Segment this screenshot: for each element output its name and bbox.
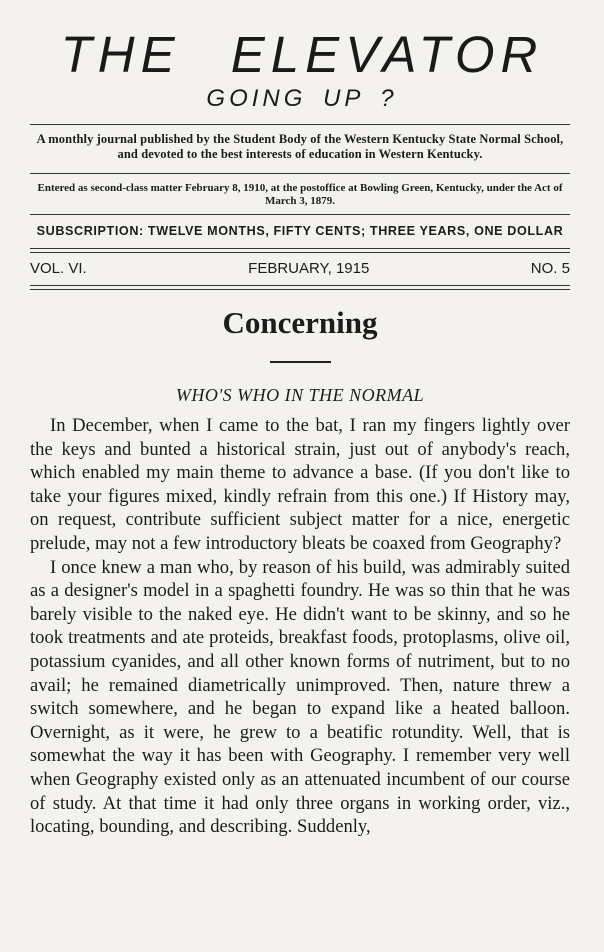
subscription-line: SUBSCRIPTION: TWELVE MONTHS, FIFTY CENTS; THREE YEARS, ONE DOLLAR <box>36 224 564 238</box>
publication-description: A monthly journal published by the Student Body of the Western Kentucky State Normal School, and devoted to the best interests of education in Western Kentucky. <box>36 132 564 161</box>
issue-info <box>30 259 570 279</box>
divider-rule <box>30 214 570 215</box>
masthead-subtitle: GOING UP ? <box>206 85 398 112</box>
masthead-title: THE ELEVATOR <box>60 26 544 83</box>
article-paragraph: I once knew a man who, by reason of his build, was admirably suited as a designer's model in a spaghetti foundry. He was so thin that he was barely visible to the naked eye. He didn't want to be skinny, and so he took treatments and ate proteids, breakfast foods, protoplasms, olive oil, potassium cyanides, and all other known forms of nutriment, but to no avail; he remained diametrically unimproved. Then, nature threw a switch somewhere, and he began to expand like a heated balloon. Overnight, as it were, he grew to a beatific rotundity. Well, that is somewhat the way it has been with Geography. I remember very well when Geography existed only as an attenuated incumbent of our course of study. At that time it had only three organs in working order, viz., locating, bounding, and describing. Suddenly, <box>30 556 570 838</box>
article-paragraph: In December, when I came to the bat, I ran my fingers lightly over the keys and bunted a historical strain, just out of anybody's reach, which enabled my main theme to advance a base. (If you don't like to take your figures mixed, kindly refrain from this one.) If History may, on request, contribute sufficient subject matter for a nice, energetic prelude, may not a few introductory bleats be coaxed from Geography? <box>30 415 570 554</box>
divider-rule <box>30 289 570 290</box>
heading-underline-rule <box>270 361 331 363</box>
issue-number: NO. 5 <box>530 260 570 277</box>
divider-rule <box>30 285 570 286</box>
divider-rule <box>30 173 570 174</box>
section-heading: Concerning <box>222 305 378 340</box>
divider-rule <box>30 124 570 125</box>
divider-rule <box>30 248 570 249</box>
article-body <box>30 414 570 839</box>
article-title: WHO'S WHO IN THE NORMAL <box>175 385 425 405</box>
issue-date: FEBRUARY, 1915 <box>248 260 370 277</box>
divider-rule <box>30 252 570 253</box>
volume-number: VOL. VI. <box>30 260 87 277</box>
postal-entry-notice: Entered as second-class matter February 8, 1910, at the postoffice at Bowling Green, Kentucky, under the Act of March 3, 1879. <box>37 182 563 207</box>
